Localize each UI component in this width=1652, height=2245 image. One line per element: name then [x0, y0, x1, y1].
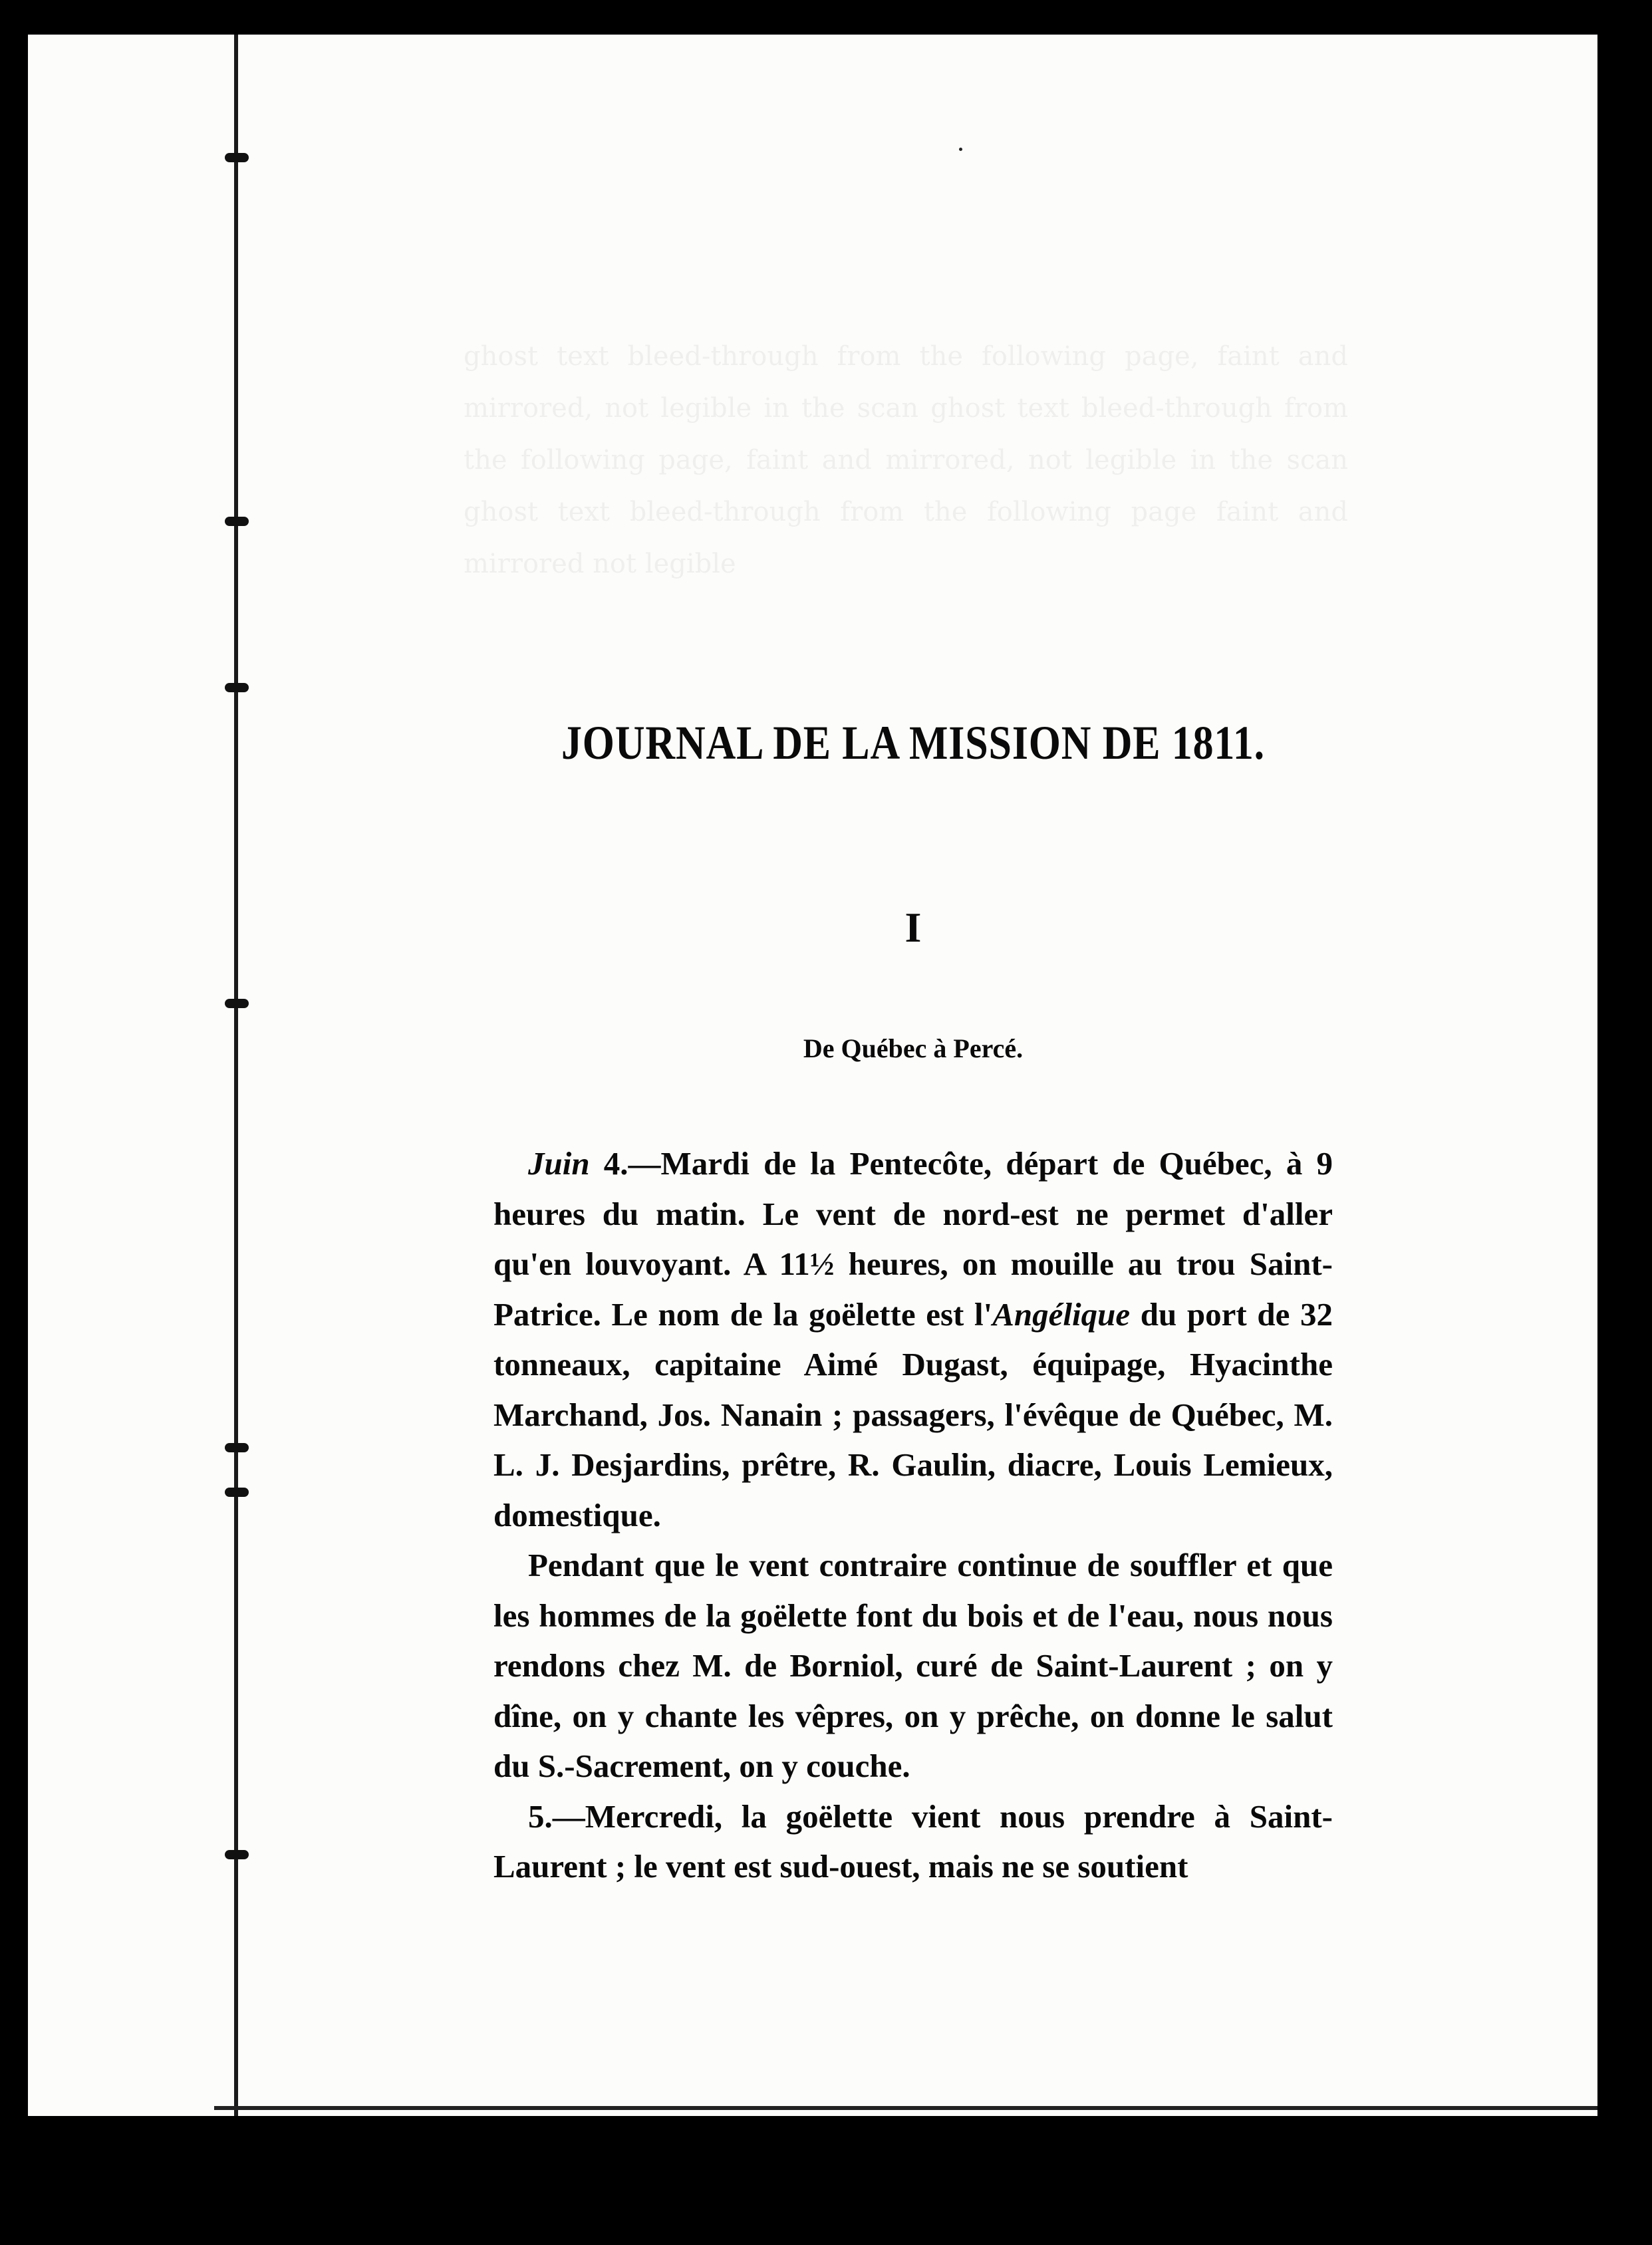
paper-sheet [28, 35, 1597, 2116]
paragraph [493, 1138, 1333, 1540]
ship-name: Angélique [992, 1295, 1131, 1333]
binding-stitch [225, 1850, 249, 1859]
binding-thread [234, 35, 238, 2116]
paragraph: Pendant que le vent contraire continue de souffler et que les hommes de la goëlette font du bois et de l'eau, nous nous rendons chez M. de Borniol, curé de Saint-Laurent ; on y dîne, on y chante les vêpres, on y prêche, on donne le salut du S.-Sacrement, on y couche. [493, 1547, 1333, 1784]
paragraph: 5.—Mercredi, la goëlette vient nous prendre à Saint-Laurent ; le vent est sud-ouest, mais ne se soutient [493, 1797, 1333, 1885]
binding-stitch [225, 1488, 249, 1497]
binding-stitch [225, 153, 249, 162]
binding-stitch [225, 683, 249, 692]
section-numeral: I [904, 904, 922, 951]
speck [959, 148, 962, 151]
paragraph-text: 4.—Mardi de la Pentecôte, départ de Québec, à 9 heures du matin. Le vent de nord-est ne permet d'aller qu'en louvoyant. A 11½ heures, on mouille au trou Saint-Patrice. Le nom de la goëlette est l' [493, 1145, 1333, 1333]
page-title: JOURNAL DE LA MISSION DE 1811. [561, 716, 1265, 769]
bleed-through-text: ghost text bleed-through from the following page, faint and mirrored, not legible in the scan ghost text bleed-through from the following page, faint and mirrored, not legible in the scan ghost text bleed-through from the following page faint and mirrored not legible [464, 341, 1348, 579]
binding-stitch [225, 1443, 249, 1452]
journal-body [493, 1138, 1333, 1892]
binding-stitch [225, 999, 249, 1008]
section-title: De Québec à Percé. [803, 1033, 1024, 1063]
text-column [493, 703, 1333, 1892]
month-label: Juin [528, 1145, 590, 1182]
binding-stitch [225, 517, 249, 526]
page-bottom-edge [214, 2106, 1597, 2110]
paragraph-text: du port de 32 tonneaux, capitaine Aimé Dugast, équipage, Hyacinthe Marchand, Jos. Nanain ; passagers, l'évêque de Québec, M. L. J. Desjardins, prêtre, R. Gaulin, diacre, Louis Lemieux, domestique. [493, 1295, 1333, 1533]
